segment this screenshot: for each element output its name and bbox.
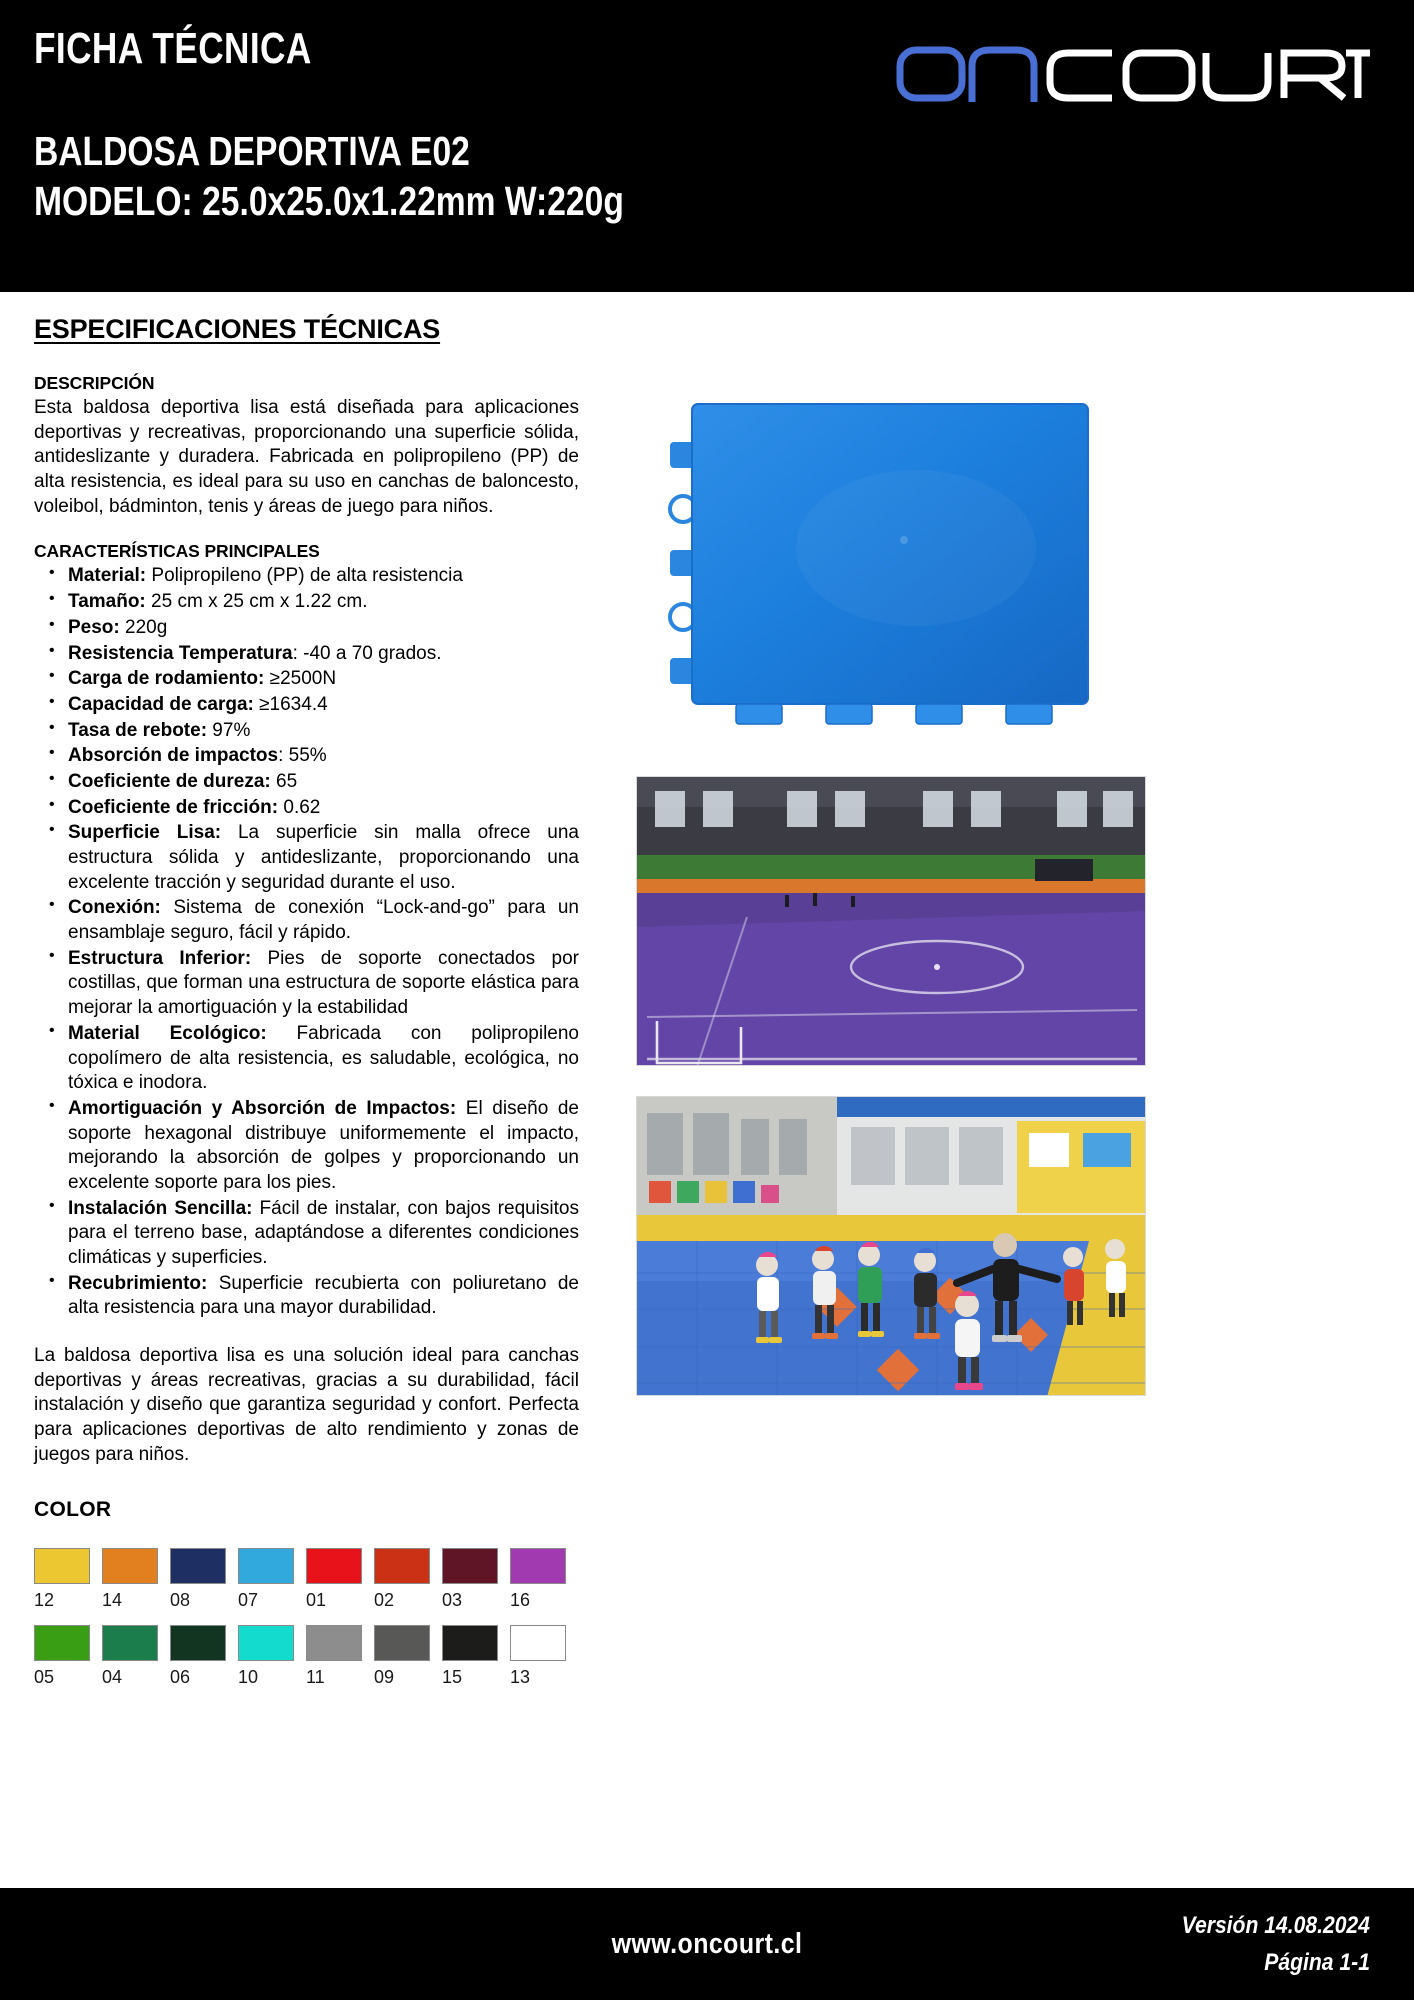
color-swatch-cell[interactable] <box>170 1548 238 1621</box>
header-top-row <box>34 0 1380 104</box>
color-swatch[interactable] <box>238 1625 294 1661</box>
color-swatch-cell[interactable] <box>34 1548 102 1621</box>
feature-label: Tamaño: <box>68 591 146 613</box>
color-swatch-cell[interactable] <box>170 1625 238 1698</box>
feature-value: ≥1634.4 <box>253 693 328 715</box>
feature-label: Peso: <box>68 616 120 638</box>
color-swatch-cell[interactable] <box>306 1625 374 1698</box>
feature-item <box>34 693 579 718</box>
feature-value: 97% <box>207 719 251 741</box>
color-swatch-row-1 <box>34 1548 579 1621</box>
document-header <box>0 0 1414 292</box>
feature-value: Fabricada con polipropileno copolímero de alta resistencia, es saludable, ecológica, no tóxica e inodora. <box>68 1022 579 1094</box>
header-model-block <box>34 126 1380 226</box>
feature-item <box>34 1097 579 1196</box>
color-code-label: 13 <box>510 1666 531 1687</box>
feature-value: La superficie sin malla ofrece una estructura sólida y antideslizante, proporcionando una excelente tracción y seguridad durante el uso. <box>68 822 579 893</box>
color-swatch[interactable] <box>306 1625 362 1661</box>
feature-item <box>34 590 579 615</box>
spacer <box>34 1322 579 1344</box>
description-paragraph: Esta baldosa deportiva lisa está diseñada para aplicaciones deportivas y recreativas, proporcionando una superficie sólida, antideslizante y duradera. Fabricada en polipropileno (PP) de alta resistencia, es ideal para su uso en canchas de baloncesto, voleibol, bádminton, tenis y áreas de juego para niños. <box>34 397 579 517</box>
feature-item <box>34 947 579 1021</box>
features-list <box>34 564 579 1321</box>
color-section <box>34 1498 579 1698</box>
color-swatch-cell[interactable] <box>102 1625 170 1698</box>
footer-page: Página 1-1 <box>1264 1949 1370 1976</box>
feature-label: Coeficiente de dureza: <box>68 770 271 792</box>
color-code-label: 07 <box>238 1589 259 1610</box>
feature-value: : -40 a 70 grados. <box>292 642 442 664</box>
closing-paragraph: La baldosa deportiva lisa es una solución ideal para canchas deportivas y áreas recreativas, gracias a su durabilidad, fácil instalación y diseño que garantiza seguridad y confort. Perfecta para aplicaciones deportivas de alto rendimiento y zonas de juegos para niños. <box>34 1345 579 1465</box>
color-code-label: 12 <box>34 1589 55 1610</box>
color-code-label: 11 <box>306 1666 325 1687</box>
feature-value: Fácil de instalar, con bajos requisitos para el terreno base, adaptándose a diferentes condiciones climáticas y superficies. <box>68 1197 579 1268</box>
feature-item <box>34 667 579 692</box>
feature-item <box>34 719 579 744</box>
feature-label: Absorción de impactos <box>68 745 279 767</box>
kids-illustration <box>637 1097 1146 1396</box>
color-swatch[interactable] <box>374 1625 430 1661</box>
color-swatch-cell[interactable] <box>374 1625 442 1698</box>
product-tile-photo <box>666 378 1116 738</box>
color-swatch-row-2 <box>34 1625 579 1698</box>
feature-label: Material: <box>68 565 147 587</box>
color-swatch[interactable] <box>442 1548 498 1584</box>
color-code-label: 02 <box>374 1589 395 1610</box>
document-type-title: FICHA TÉCNICA <box>34 24 312 73</box>
feature-value: 220g <box>119 616 168 638</box>
color-swatch[interactable] <box>374 1548 430 1584</box>
document-footer <box>0 1888 1414 2000</box>
feature-item <box>34 1197 579 1271</box>
feature-value: 0.62 <box>278 796 321 818</box>
feature-label: Amortiguación y Absorción de Impactos: <box>68 1097 457 1119</box>
specifications-heading: ESPECIFICACIONES TÉCNICAS <box>34 314 441 344</box>
feature-item <box>34 564 579 589</box>
feature-item <box>34 616 579 641</box>
color-swatch[interactable] <box>34 1625 90 1661</box>
color-swatch[interactable] <box>170 1548 226 1584</box>
feature-label: Carga de rodamiento: <box>68 668 265 690</box>
color-swatch-cell[interactable] <box>306 1548 374 1621</box>
oncourt-logo <box>894 32 1374 104</box>
features-label: CARACTERÍSTICAS PRINCIPALES <box>34 541 320 562</box>
feature-label: Recubrimiento: <box>68 1272 208 1294</box>
color-code-label: 10 <box>238 1666 259 1687</box>
feature-value: Polipropileno (PP) de alta resistencia <box>146 565 463 587</box>
color-swatch-cell[interactable] <box>510 1625 578 1698</box>
feature-item <box>34 796 579 821</box>
color-swatch-cell[interactable] <box>442 1625 510 1698</box>
feature-label: Coeficiente de fricción: <box>68 796 279 818</box>
color-code-label: 14 <box>102 1589 123 1610</box>
feature-value: 65 <box>270 770 298 792</box>
feature-label: Resistencia Temperatura <box>68 642 293 664</box>
color-swatch-cell[interactable] <box>238 1548 306 1621</box>
feature-item <box>34 642 579 667</box>
feature-value: : 55% <box>278 745 327 767</box>
color-code-label: 04 <box>102 1666 123 1687</box>
product-model: MODELO: 25.0x25.0x1.22mm W:220g <box>34 178 624 225</box>
feature-label: Superficie Lisa: <box>68 822 222 844</box>
color-swatch[interactable] <box>238 1548 294 1584</box>
spacer <box>34 519 579 541</box>
feature-value: ≥2500N <box>264 668 337 690</box>
feature-item <box>34 744 579 769</box>
color-swatch[interactable] <box>442 1625 498 1661</box>
color-code-label: 15 <box>442 1666 463 1687</box>
color-swatch-cell[interactable] <box>374 1548 442 1621</box>
feature-item <box>34 896 579 945</box>
feature-item <box>34 821 579 895</box>
footer-version: Versión 14.08.2024 <box>1181 1911 1370 1939</box>
feature-label: Capacidad de carga: <box>68 693 254 715</box>
color-code-label: 03 <box>442 1589 463 1610</box>
color-swatch-cell[interactable] <box>102 1548 170 1621</box>
color-swatch-cell[interactable] <box>34 1625 102 1698</box>
left-text-column <box>34 373 579 1702</box>
feature-label: Estructura Inferior: <box>68 947 252 969</box>
feature-item <box>34 1272 579 1321</box>
feature-value: Superficie recubierta con poliuretano de alta resistencia para una mayor durabilidad. <box>68 1272 579 1319</box>
color-swatch-cell[interactable] <box>238 1625 306 1698</box>
color-heading: COLOR <box>34 1497 112 1521</box>
feature-value: Sistema de conexión “Lock-and-go” para un ensamblaje seguro, fácil y rápido. <box>68 897 579 944</box>
color-code-label: 08 <box>170 1589 191 1610</box>
feature-label: Instalación Sencilla: <box>68 1197 253 1219</box>
oncourt-logo-svg <box>894 32 1374 104</box>
color-swatch[interactable] <box>34 1548 90 1584</box>
feature-value: El diseño de soporte hexagonal distribuye uniformemente el impacto, mejorando la absorción de golpes y proporcionando un excelente soporte para los pies. <box>68 1097 579 1193</box>
color-swatch-cell[interactable] <box>510 1548 578 1621</box>
feature-label: Tasa de rebote: <box>68 719 208 741</box>
feature-value: Pies de soporte conectados por costillas, que forman una estructura de soporte elástica para mejorar la amortiguación y la estabilidad <box>68 947 579 1019</box>
court-photo <box>636 776 1146 1066</box>
kids-skating-photo <box>636 1096 1146 1396</box>
product-title: BALDOSA DEPORTIVA E02 <box>34 128 470 174</box>
court-illustration <box>637 777 1146 1066</box>
color-code-label: 05 <box>34 1666 55 1687</box>
color-code-label: 01 <box>306 1589 327 1610</box>
color-swatch[interactable] <box>510 1625 566 1661</box>
right-image-column <box>611 373 1171 1702</box>
footer-website[interactable]: www.oncourt.cl <box>611 1927 803 1960</box>
feature-item <box>34 1022 579 1096</box>
color-swatch[interactable] <box>306 1548 362 1584</box>
feature-label: Conexión: <box>68 897 161 919</box>
document-body <box>0 292 1414 1702</box>
color-swatch-cell[interactable] <box>442 1548 510 1621</box>
two-column-layout <box>34 373 1380 1702</box>
color-code-label: 06 <box>170 1666 191 1687</box>
feature-value: 25 cm x 25 cm x 1.22 cm. <box>145 591 368 613</box>
color-swatch[interactable] <box>510 1548 566 1584</box>
color-swatch[interactable] <box>102 1548 158 1584</box>
color-code-label: 09 <box>374 1666 395 1687</box>
color-swatch[interactable] <box>170 1625 226 1661</box>
color-code-label: 16 <box>510 1589 531 1610</box>
feature-item <box>34 770 579 795</box>
color-swatch[interactable] <box>102 1625 158 1661</box>
feature-label: Material Ecológico: <box>68 1022 267 1044</box>
description-label: DESCRIPCIÓN <box>34 373 155 393</box>
tile-illustration <box>666 378 1116 738</box>
footer-meta <box>1156 1907 1370 1981</box>
